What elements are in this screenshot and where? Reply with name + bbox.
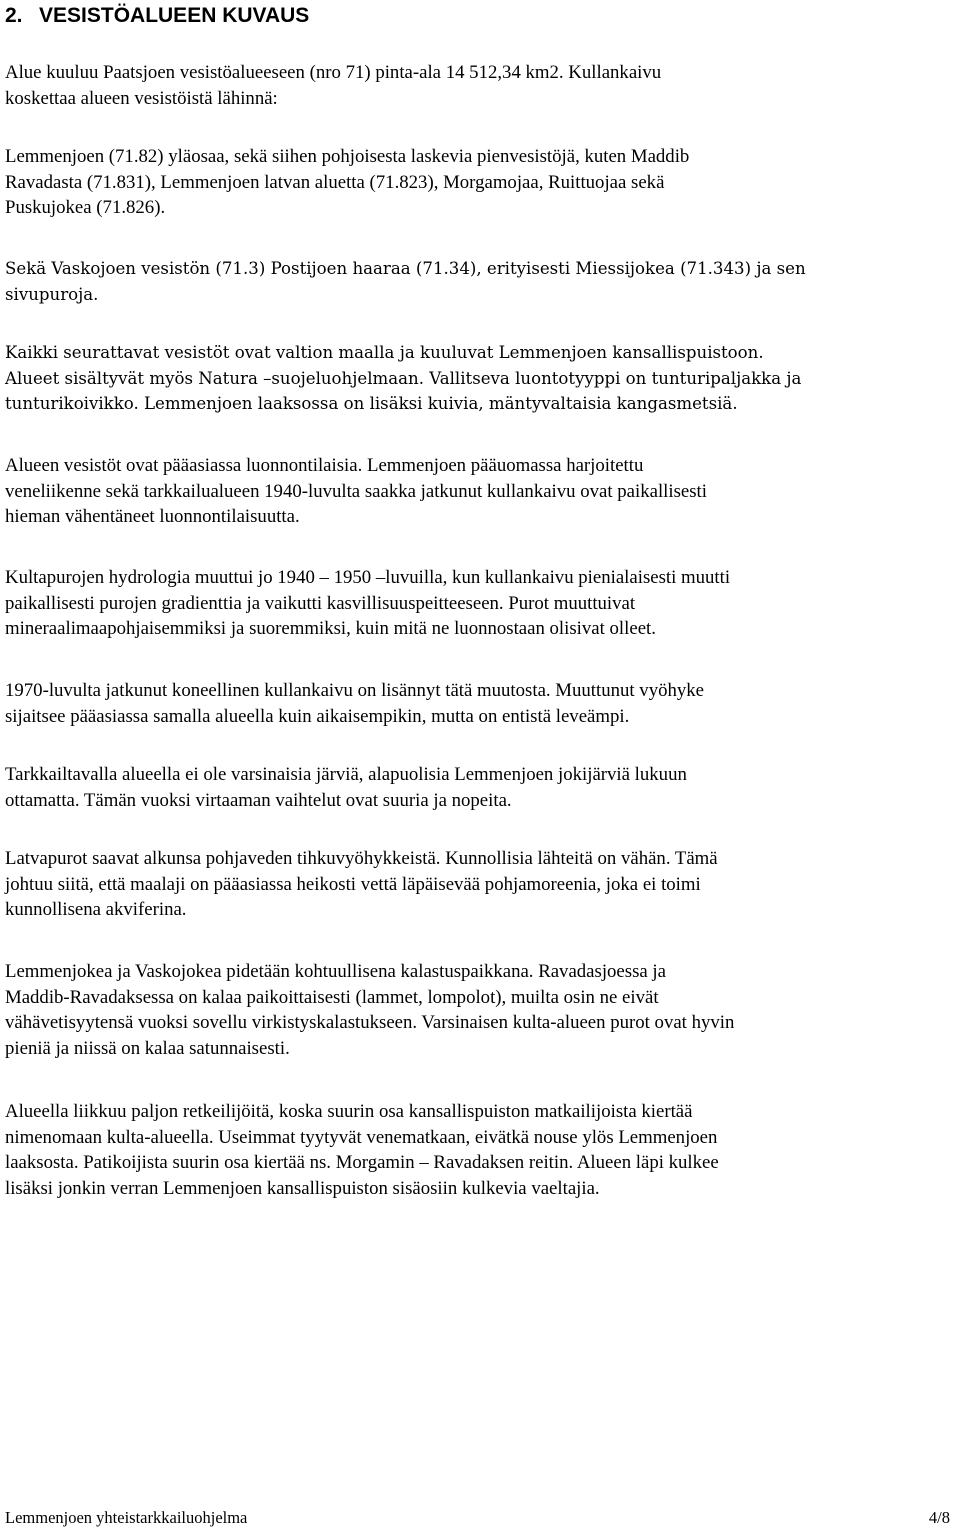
text-line: Alueet sisältyvät myös Natura –suojeluohjelmaan. Vallitseva luontotyyppi on tunturipaljakka ja [5,368,802,388]
text-line: Alueella liikkuu paljon retkeilijöitä, koska suurin osa kansallispuiston matkailijoista kiertää [5,1101,693,1122]
paragraph-1 [5,60,960,111]
footer-page-number: 4/8 [928,1508,950,1527]
paragraph-9 [5,846,960,923]
text-line: laaksosta. Patikoijista suurin osa kiertää ns. Morgamin – Ravadaksen reitin. Alueen läpi kulkee [5,1152,719,1173]
paragraph-8 [5,762,960,813]
text-line: paikallisesti purojen gradienttia ja vaikutti kasvillisuuspeitteeseen. Purot muuttuivat [5,592,636,614]
text-line: Puskujokea (71.826). [5,197,166,218]
text-line: johtuu siitä, että maalaji on pääasiassa heikosti vettä läpäisevää pohjamoreenia, joka ei toimi [5,873,701,895]
text-line: 1970-luvulta jatkunut koneellinen kullankaivu on lisännyt tätä muutosta. Muuttunut vyöhyke [5,680,704,701]
text-line: kunnollisena akviferina. [5,899,187,920]
text-line: Kaikki seurattavat vesistöt ovat valtion maalla ja kuuluvat Lemmenjoen kansallispuistoon. [5,343,764,362]
section-title: VESISTÖALUEEN KUVAUS [39,4,310,27]
footer-document-title: Lemmenjoen yhteistarkkailuohjelma [5,1508,248,1527]
paragraph-3 [5,256,960,307]
paragraph-7 [5,678,960,729]
text-line: mineraalimaapohjaisemmiksi ja suoremmiksi, kuin mitä ne luonnostaan olisivat olleet. [5,618,656,639]
text-line: Alue kuuluu Paatsjoen vesistöalueeseen (nro 71) pinta-ala 14 512,34 km2. Kullankaivu [5,62,662,83]
text-line: Ravadasta (71.831), Lemmenjoen latvan aluetta (71.823), Morgamojaa, Ruittuojaa sekä [5,171,665,193]
section-number: 2. [5,4,23,27]
text-line: sivupuroja. [5,284,99,304]
section-heading [5,2,309,30]
text-line: hieman vähentäneet luonnontilaisuutta. [5,506,300,527]
text-line: Lemmenjoen (71.82) yläosaa, sekä siihen pohjoisesta laskevia pienvesistöjä, kuten Maddib [5,146,690,167]
text-line: Tarkkailtavalla alueella ei ole varsinaisia järviä, alapuolisia Lemmenjoen jokijärviä lukuun [5,764,687,785]
text-line: tunturikoivikko. Lemmenjoen laaksossa on lisäksi kuivia, mäntyvaltaisia kangasmetsiä. [5,394,738,413]
text-line: Latvapurot saavat alkunsa pohjaveden tihkuvyöhykkeistä. Kunnollisia lähteitä on vähän. Tämä [5,848,718,869]
text-line: lisäksi jonkin verran Lemmenjoen kansallispuiston sisäosiin kulkevia vaeltajia. [5,1177,600,1199]
paragraph-2 [5,144,960,221]
text-line: veneliikenne sekä tarkkailualueen 1940-luvulta saakka jatkunut kullankaivu ovat paikallisesti [5,480,707,502]
text-line: Maddib-Ravadaksessa on kalaa paikoittaisesti (lammet, lompolot), muilta osin ne eivät [5,986,659,1008]
paragraph-11 [5,1099,960,1201]
text-line: nimenomaan kulta-alueella. Useimmat tyytyvät venematkaan, eivätkä nouse ylös Lemmenjoen [5,1126,718,1148]
text-line: sijaitsee pääasiassa samalla alueella kuin aikaisempikin, mutta on entistä leveämpi. [5,705,630,727]
paragraph-6 [5,565,960,642]
paragraph-10 [5,959,960,1061]
text-line: vähävetisyytensä vuoksi sovellu virkistyskalastukseen. Varsinaisen kulta-alueen purot ovat hyvin [5,1012,735,1033]
text-line: Kultapurojen hydrologia muuttui jo 1940 – 1950 –luvuilla, kun kullankaivu pienialaisesti muutti [5,567,731,588]
paragraph-4 [5,340,960,417]
text-line: koskettaa alueen vesistöistä lähinnä: [5,87,278,109]
text-line: pieniä ja niissä on kalaa satunnaisesti. [5,1037,290,1059]
text-line: Alueen vesistöt ovat pääasiassa luonnontilaisia. Lemmenjoen pääuomassa harjoitettu [5,455,644,476]
text-line: Lemmenjokea ja Vaskojokea pidetään kohtuullisena kalastuspaikkana. Ravadasjoessa ja [5,961,666,982]
text-line: Sekä Vaskojoen vesistön (71.3) Postijoen haaraa (71.34), erityisesti Miessijokea (71.343) ja sen [5,259,806,278]
paragraph-5 [5,453,960,530]
text-line: ottamatta. Tämän vuoksi virtaaman vaihtelut ovat suuria ja nopeita. [5,789,512,811]
page-footer [5,1508,950,1528]
